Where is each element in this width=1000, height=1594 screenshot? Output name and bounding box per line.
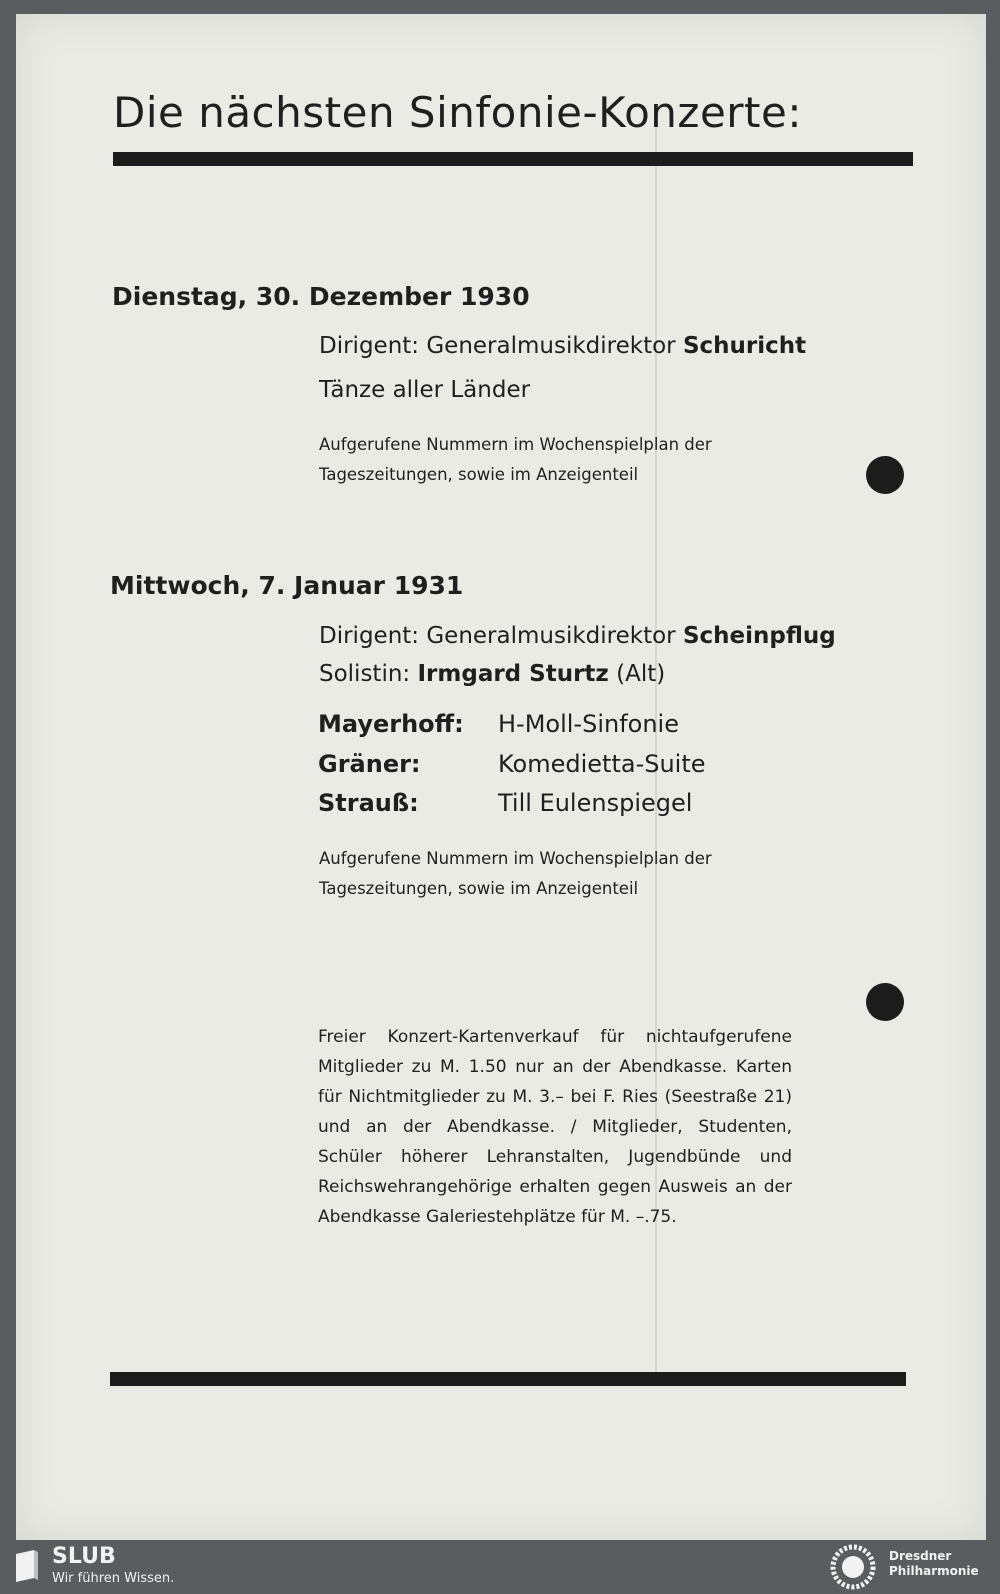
bottom-rule [110,1372,906,1386]
slub-name: SLUB [52,1544,116,1569]
concert1-conductor-name: Schuricht [682,333,807,359]
concert2-soloist-voice: (Alt) [616,661,666,687]
footer-bar [0,1540,1000,1594]
program-composer: Strauß: [318,789,419,817]
punch-hole-lower [866,983,904,1021]
concert2-conductor-name: Scheinpflug [682,623,836,649]
concert1-conductor [319,333,806,359]
program-work: Komedietta-Suite [498,750,706,778]
program-composer: Mayerhoff: [318,710,464,738]
concert2-info-line1: Aufgerufene Nummern im Wochenspielplan der [319,849,712,868]
partner-name-line2: Philharmonie [889,1564,979,1578]
concert1-conductor-prefix: Dirigent: Generalmusikdirektor [319,333,676,359]
philharmonie-logo-icon [830,1544,876,1590]
concert2-date: Mittwoch, 7. Januar 1931 [110,571,464,600]
concert1-info-line1: Aufgerufene Nummern im Wochenspielplan der [319,435,712,454]
partner-name-line1: Dresdner [889,1549,952,1563]
program-work: H-Moll-Sinfonie [498,710,679,738]
ticket-notice: Freier Konzert-Kartenverkauf für nichtaufgerufene Mitglieder zu M. 1.50 nur an der Abendkasse. Karten für Nichtmitglieder zu M. 3.– bei F. Ries (Seestraße 21) und an der Abendkasse. / Mitglieder, Studenten, Schüler höherer Lehranstalten, Jugendbünde und Reichswehrangehörige erhalten gegen Ausweis an der Abendkasse Galeriestehplätze für M. –.75. [318,1027,792,1227]
top-rule [113,152,913,166]
concert2-conductor [319,623,836,649]
concert2-conductor-prefix: Dirigent: Generalmusikdirektor [319,623,676,649]
partner-name [889,1549,979,1579]
concert1-date: Dienstag, 30. Dezember 1930 [112,282,530,311]
slub-slogan: Wir führen Wissen. [52,1571,175,1586]
concert2-soloist-label: Solistin: [319,661,411,687]
concert1-program: Tänze aller Länder [319,377,531,403]
slub-logo-icon [12,1548,42,1586]
punch-hole-upper [866,456,904,494]
concert1-info-line2: Tageszeitungen, sowie im Anzeigenteil [319,465,639,484]
program-work: Till Eulenspiegel [498,789,693,817]
concert2-soloist [319,661,665,687]
concert2-soloist-name: Irmgard Sturtz [417,661,609,687]
page-title: Die nächsten Sinfonie-Konzerte: [113,88,803,137]
program-composer: Gräner: [318,750,421,778]
concert2-info-line2: Tageszeitungen, sowie im Anzeigenteil [319,879,639,898]
